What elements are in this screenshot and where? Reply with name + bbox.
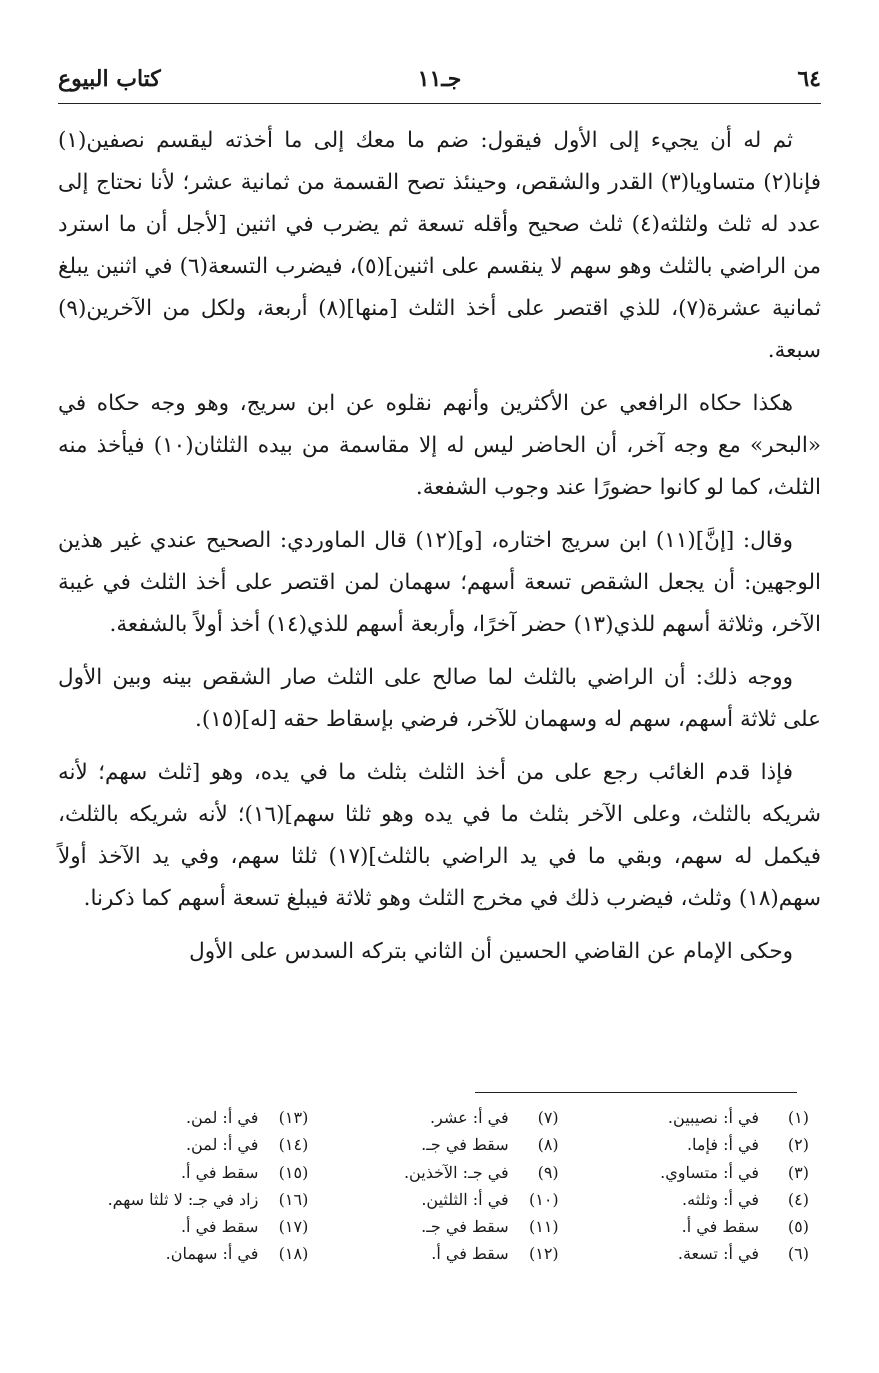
- footnote: (١٢)سقط في أ.: [431, 1244, 559, 1264]
- paragraph: هكذا حكاه الرافعي عن الأكثرين وأنهم نقلوه عن ابن سريج، وهو وجه حكاه في «البحر» مع وجه آخر، أن الحاضر ليس له إلا مقاسمة من بيده الثلثان(١٠) فيأخذ منه الثلث، كما لو كانوا حضورًا عند وجوب الشفعة.: [58, 391, 821, 500]
- footnote-divider: [475, 1092, 797, 1093]
- footnote: (١)في أ: نصيبين.: [667, 1108, 809, 1127]
- paragraph: فإذا قدم الغائب رجع على من أخذ الثلث بثلث ما في يده، وهو [ثلث سهم؛ لأنه شريكه بالثلث، وعلى الآخر بثلث ما في يده وهو ثلثا سهم](١٦)؛ لأنه شريكه بالثلث، فيكمل له سهم، وبقي ما في يد الراضي بالثلث](١٧) ثلثا سهم، وفي يد الآخذ أولاً سهم(١٨) وثلث، فيضرب ذلك في مخرج الثلث وهو ثلاثة فيبلغ تسعة أسهم كما ذكرنا.: [58, 760, 821, 911]
- header-divider: [58, 103, 821, 104]
- footnote: (٦)في أ: تسعة.: [677, 1244, 809, 1264]
- footnote: (١٧)سقط في أ.: [180, 1217, 309, 1237]
- book-title: كتاب البيوع: [58, 66, 161, 92]
- footnote: (٩)في جـ: الآخذين.: [403, 1162, 559, 1182]
- footnote: (٥)سقط في أ.: [681, 1217, 809, 1237]
- footnote-column: [58, 1104, 308, 1268]
- footnote: (٧)في أ: عشر.: [429, 1108, 559, 1127]
- footnote: (١٣)في أ: لمن.: [185, 1108, 309, 1127]
- paragraph: وحكى الإمام عن القاضي الحسين أن الثاني بتركه السدس على الأول: [189, 939, 793, 964]
- main-text: [58, 120, 821, 984]
- footnote: (٣)في أ: متساوي.: [660, 1162, 809, 1182]
- footnote-column: [308, 1104, 558, 1268]
- footnote: (١١)سقط في جـ.: [421, 1217, 559, 1237]
- footnotes: [58, 1104, 809, 1268]
- footnote: (١٠)في أ: الثلثين.: [421, 1189, 559, 1209]
- volume-number: جـ١١: [417, 66, 462, 92]
- footnote-column: [559, 1104, 809, 1268]
- footnote: (١٨)في أ: سهمان.: [165, 1244, 309, 1264]
- paragraph: ووجه ذلك: أن الراضي بالثلث لما صالح على الثلث صار الشقص بينه وبين الأول على ثلاثة أسهم، سهم له وسهمان للآخر، فرضي بإسقاط حقه [له](١٥).: [58, 665, 821, 732]
- footnote: (١٦)زاد في جـ: لا ثلثا سهم.: [107, 1189, 309, 1209]
- footnote: (٨)سقط في جـ.: [421, 1135, 559, 1155]
- paragraph: ثم له أن يجيء إلى الأول فيقول: ضم ما معك إلى ما أخذته ليقسم نصفين(١) فإنا(٢) متساويا(٣) القدر والشقص، وحينئذ تصح القسمة من ثمانية عشر؛ لأنا نحتاج إلى عدد له ثلث ولثلثه(٤) ثلث صحيح وأقله تسعة ثم يضرب في اثنين [لأجل أن ما استرد من الراضي بالثلث وهو سهم لا ينقسم على اثنين](٥)، فيضرب التسعة(٦) في اثنين يبلغ ثمانية عشرة(٧)، للذي اقتصر على أخذ الثلث [منها](٨) أربعة، ولكل من الآخرين(٩) سبعة.: [58, 128, 822, 363]
- paragraph: وقال: [إنَّ](١١) ابن سريج اختاره، [و](١٢) قال الماوردي: الصحيح عندي غير هذين الوجهين: أن يجعل الشقص تسعة أسهم؛ سهمان لمن اقتصر على أخذ الثلث في غيبة الآخر، وثلاثة أسهم للذي(١٣) حضر آخرًا، وأربعة أسهم للذي(١٤) أخذ أولاً بالشفعة.: [58, 528, 821, 637]
- running-header: [58, 66, 821, 102]
- footnote: (١٤)في أ: لمن.: [185, 1135, 309, 1155]
- footnote: (٤)في أ: وثلثه.: [682, 1189, 809, 1209]
- footnote: (٢)في أ: فإما.: [686, 1135, 809, 1155]
- footnote: (١٥)سقط في أ.: [180, 1162, 309, 1182]
- page-number: ٦٤: [797, 66, 821, 92]
